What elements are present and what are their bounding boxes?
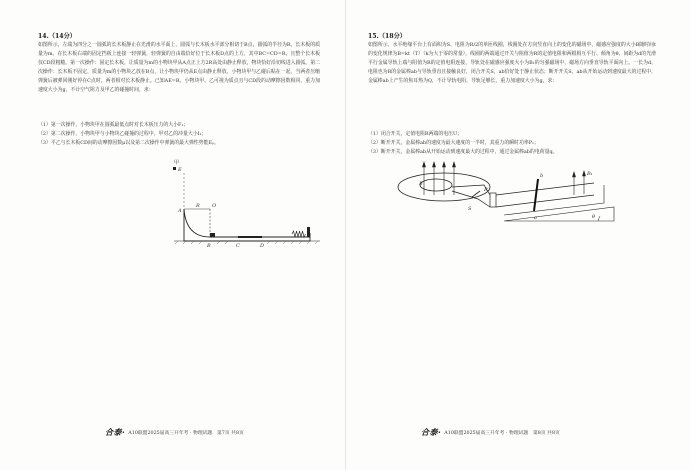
q14-sub-3: （3）平乙与长木板CD间的动摩擦因数μ以及第二次操作中弹簧的最大弹性势能Eₚ。 — [38, 140, 219, 146]
metal-rod-ab — [534, 179, 538, 211]
figure-label-a: a — [534, 215, 537, 221]
figure-label-b: b — [540, 173, 544, 179]
b1-field-arrows — [573, 171, 586, 195]
q15-sub-3: （3）断开开关，金属棒ab从开始运动到速度最大的过程中，通过金属棒ab的电荷量q。 — [368, 149, 558, 155]
q15-header: 15.（18分） — [368, 33, 406, 40]
page-7-footer — [105, 427, 244, 438]
figure-label-R: R — [484, 187, 488, 193]
resistor-r — [490, 193, 496, 207]
exam-page-8 — [346, 0, 691, 470]
q14-sub-2: （2）第二次操作，小物块甲与小物块乙碰撞的过程中，甲对乙的冲量大小I₁； — [38, 131, 207, 137]
q14-sub-1: （1）第一次操作，小物块甲在圆弧最低点时对长木板压力的大小F₁； — [38, 122, 189, 128]
single-turn-coil — [420, 179, 452, 191]
figure-label-A: A — [178, 208, 182, 214]
footer-logo: 合泰· — [421, 427, 442, 437]
footer-text: A10联盟2025届高三开年考 · 物理试题 第8页 共8页 — [444, 431, 560, 436]
figure-label-O: O — [212, 203, 217, 209]
page-8-footer — [421, 427, 560, 438]
figure-label-B: B — [207, 243, 211, 249]
footer-logo: 合泰· — [105, 427, 126, 437]
block-yi — [210, 233, 215, 237]
incline-wedge — [504, 207, 614, 221]
block-jia — [173, 167, 176, 170]
q15-sub-1: （1）闭合开关，定值电阻R两端的电压U； — [368, 131, 463, 137]
q15-sub-2: （2）断开开关，金属棒ab的速度为最大速度的一半时，其重力的瞬时功率P₁； — [368, 140, 539, 146]
q15-figure — [394, 155, 624, 235]
figure-label-D: D — [260, 243, 265, 249]
figure-label-B: B — [419, 181, 423, 187]
q14-header: 14.（14分） — [38, 33, 76, 40]
angle-arc — [598, 216, 600, 221]
figure-label-jia: 甲 — [174, 160, 180, 166]
figure-label-E: E — [178, 167, 182, 173]
figure-label-C: C — [236, 243, 240, 249]
exam-page-7 — [0, 0, 345, 470]
rail-lower — [496, 195, 594, 207]
figure-label-R: R — [196, 203, 200, 209]
quarter-arc — [184, 209, 210, 237]
figure-label-B1: B₁ — [587, 171, 593, 177]
rail-upper — [496, 183, 594, 195]
figure-label-theta: θ — [592, 214, 596, 220]
spring — [292, 231, 306, 237]
q14-body: 如图所示，左端为四分之一圆弧的长木板静止在光滑的水平面上，圆弧与长木板水平部分相切于B点，圆弧的半径为R，长木板的质量为m。在长木板右端的固定挡板上连接一轻弹簧，轻弹簧的自由端恰好位于长木板D点的上方，其中BC=CD=R，且整个长木板仅CD段粗糙。第一次操作：固定长木板，让质量为m的小物块甲从A点正上方2R高处由静止释放，物块恰好沿切线进入圆弧。第二次操作：长木板不固定，质量为m的小物块乙放在B点，让小物块甲仍从E点由静止释放，小物块甲与乙碰后粘在一起，当两者压缩弹簧后被弹回刚好停在C点时，两者相对长木板静止。已知AE=R，小物块甲、乙可视为质点且与CD段的动摩擦因数相同，重力加速度大小为g，不计空气阻力及甲乙的碰撞时间，求： — [38, 42, 320, 94]
q15-body: 如图所示，水平绝缘平台上有面积为S、电阻为R/2的单匝线圈，线圈处在方向竖直向上的变化的磁场中，磁感应强度的大小B随时间t的变化规律为B=kt（T）（k为大于零的常量）。线圈的两端通过开关与阻值为R的定值电阻和两根相互平行、倾角为θ、间距为d的光滑平行金属导轨上端与阻值为R的定值电阻连接，导轨处在磁感应强度大小为B₁的匀强磁场中，磁场方向垂直导轨平面向上。一长为d、电阻也为R的金属棒ab与导轨垂直且接触良好，闭合开关S，ab恰好处于静止状态；断开开关S，ab从开始运动到速度最大的过程中，金属棒ab上产生的焦耳热为Q，不计导轨电阻，导轨足够长，重力加速度大小为g，求： — [368, 42, 656, 85]
figure-label-S: S — [468, 206, 472, 212]
q14-figure — [160, 157, 340, 272]
fixed-baffle — [307, 227, 310, 237]
footer-text: A10联盟2025届高三开年考 · 物理试题 第7页 共8页 — [128, 431, 244, 436]
